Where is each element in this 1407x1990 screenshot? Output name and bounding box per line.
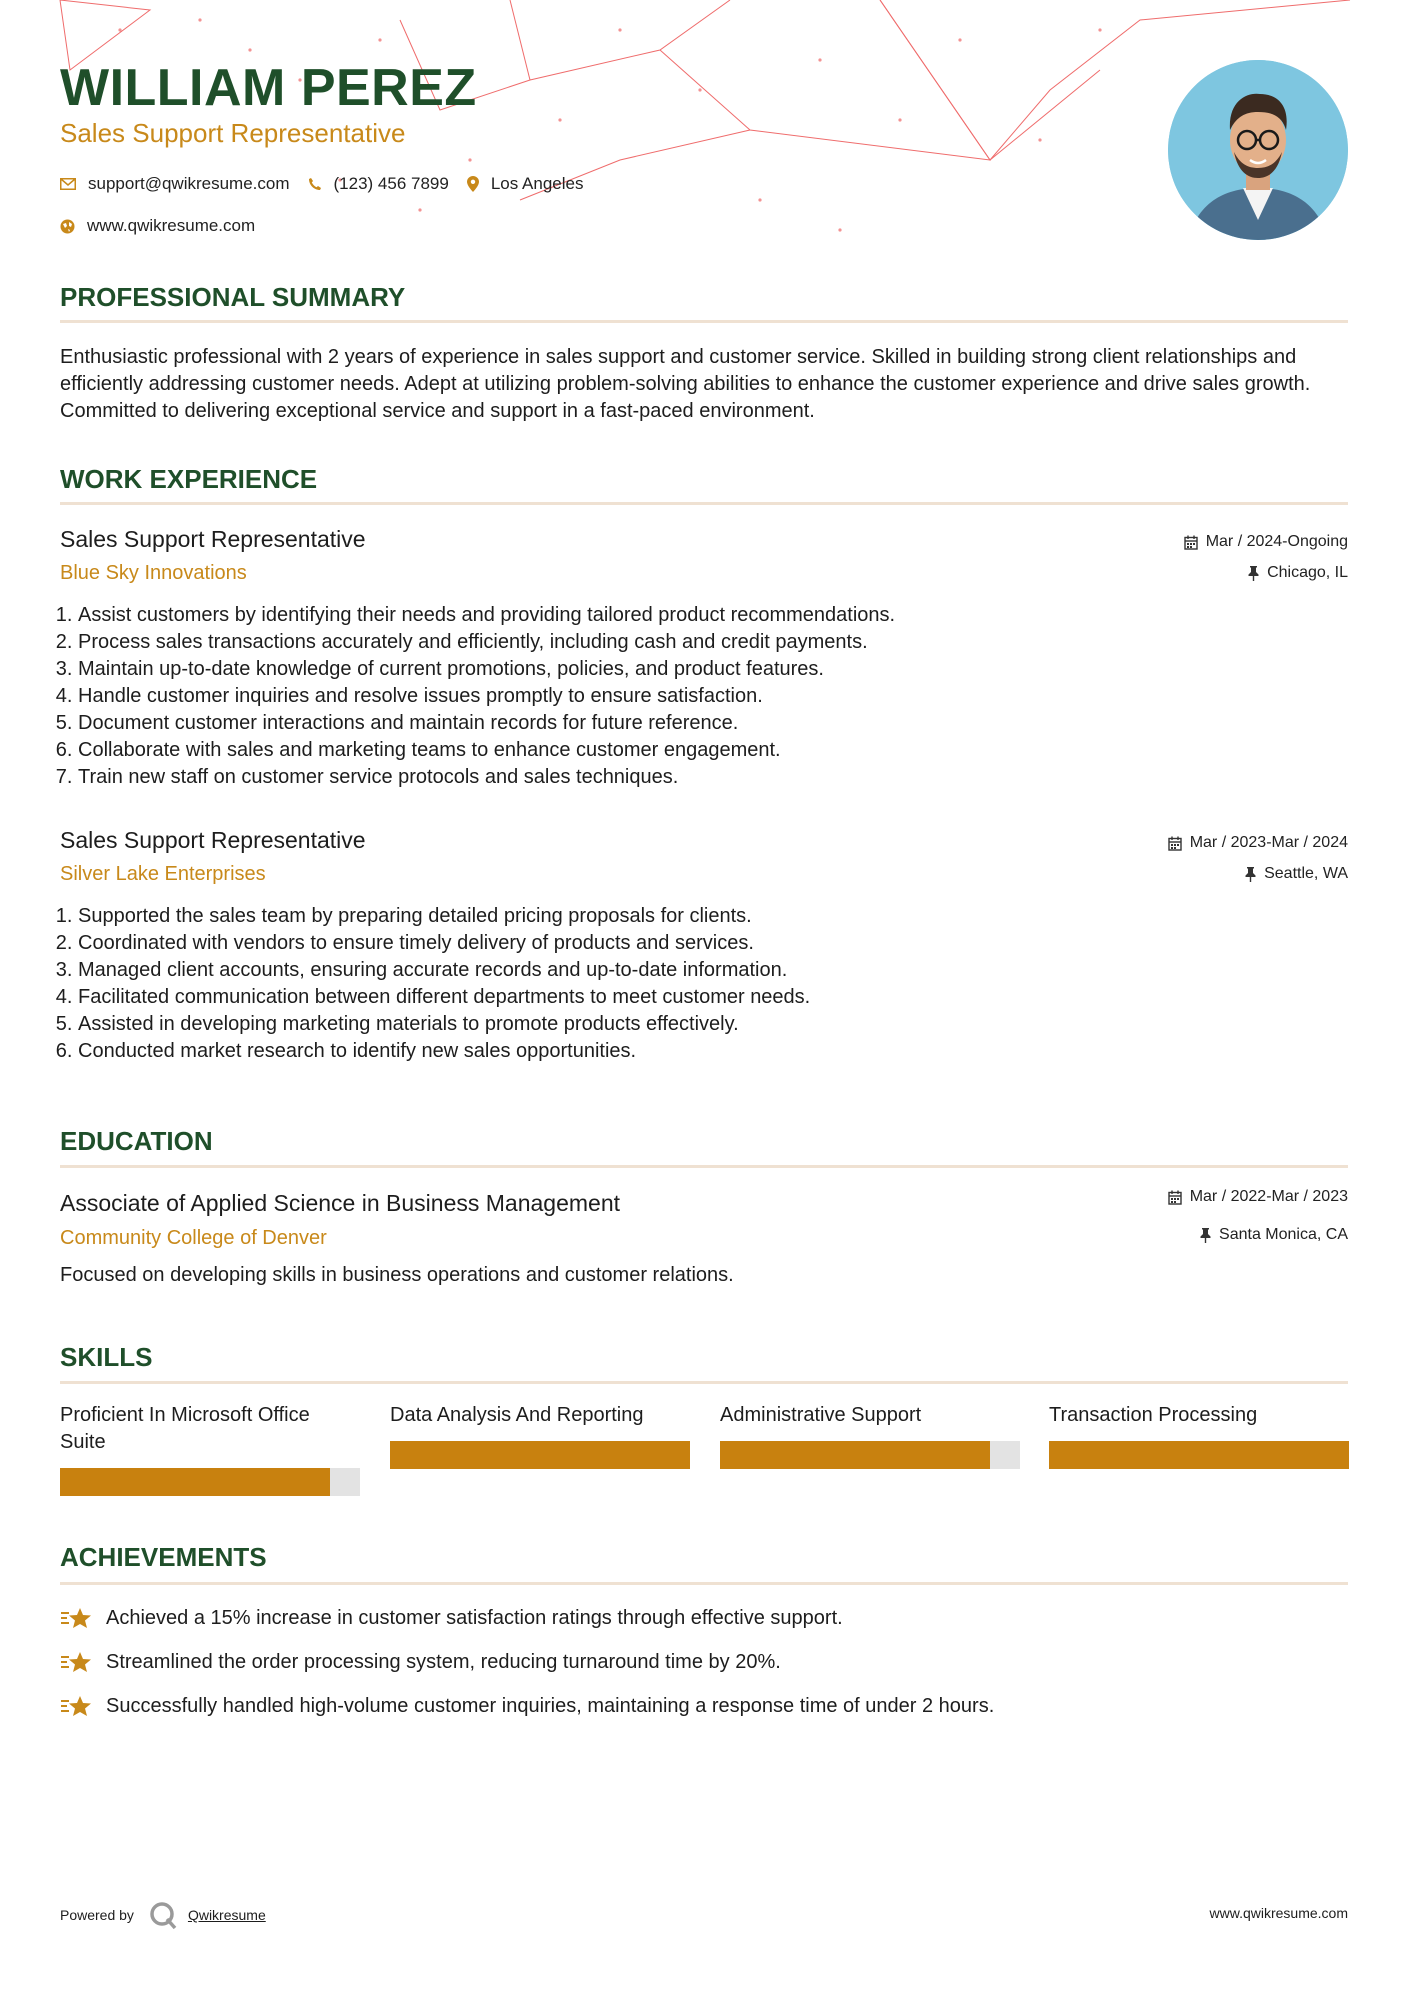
- contact-row: [60, 174, 601, 194]
- pushpin-icon: [1248, 566, 1259, 581]
- skill-bar: [1049, 1441, 1349, 1469]
- education-dates: [1168, 1188, 1348, 1206]
- profile-photo: [1168, 60, 1348, 240]
- job-title: Sales Support Representative: [60, 827, 366, 853]
- candidate-role: Sales Support Representative: [60, 118, 406, 148]
- list-item: 1. Supported the sales team by preparing detailed pricing proposals for clients.: [78, 903, 1358, 930]
- achievements-heading: ACHIEVEMENTS: [60, 1542, 267, 1572]
- skill-item: [60, 1402, 360, 1456]
- footer-website[interactable]: www.qwikresume.com: [1209, 1905, 1348, 1921]
- list-item: 6. Conducted market research to identify new sales opportunities.: [78, 1038, 1358, 1065]
- job-title: Sales Support Representative: [60, 526, 366, 552]
- list-item: 6. Collaborate with sales and marketing teams to enhance customer engagement.: [78, 737, 1358, 764]
- contact-website[interactable]: [60, 216, 255, 236]
- summary-text: Enthusiastic professional with 2 years of experience in sales support and customer service. Skilled in building strong client relationships and efficiently addressing customer needs. Adept at utilizing problem-solving abilities to enhance the customer experience and drive sales growth. Committed to delivering exceptional service and support in a fast-paced environment.: [60, 346, 1311, 422]
- qwikresume-logo-icon: [148, 1900, 178, 1930]
- job-dates: [1184, 533, 1348, 551]
- job-location: [1245, 865, 1348, 883]
- achievements-divider: [60, 1582, 1348, 1585]
- skill-bar-fill: [720, 1441, 990, 1469]
- education-heading: EDUCATION: [60, 1126, 213, 1156]
- education-dates-text: Mar / 2022-Mar / 2023: [1189, 1188, 1348, 1205]
- skill-item: [720, 1402, 1020, 1429]
- list-item: 3. Maintain up-to-date knowledge of current promotions, policies, and product features.: [78, 656, 1358, 683]
- achievement-item: [60, 1650, 781, 1674]
- phone-icon: [308, 177, 322, 191]
- skill-label: Transaction Processing: [1049, 1404, 1258, 1426]
- globe-icon: [60, 219, 75, 234]
- education-location: [1200, 1226, 1348, 1244]
- school-name: Community College of Denver: [60, 1227, 327, 1249]
- skills-divider: [60, 1381, 1348, 1384]
- skill-bar: [390, 1441, 690, 1469]
- contact-phone[interactable]: [308, 174, 449, 194]
- job-location-text: Seattle, WA: [1264, 865, 1348, 882]
- envelope-icon: [60, 178, 76, 190]
- star-icon: [60, 1650, 92, 1674]
- experience-divider: [60, 502, 1348, 505]
- skill-label: Proficient In Microsoft Office Suite: [60, 1404, 310, 1453]
- job-company: Blue Sky Innovations: [60, 562, 247, 584]
- job-responsibilities: [52, 602, 1358, 791]
- calendar-icon: [1168, 1190, 1182, 1205]
- location-text: Los Angeles: [490, 174, 584, 193]
- skills-heading: SKILLS: [60, 1342, 153, 1372]
- candidate-name: WILLIAM PEREZ: [60, 59, 477, 117]
- list-item: 7. Train new staff on customer service protocols and sales techniques.: [78, 764, 1358, 791]
- achievement-text: Streamlined the order processing system, reducing turnaround time by 20%.: [106, 1650, 781, 1673]
- list-item: 4. Handle customer inquiries and resolve issues promptly to ensure satisfaction.: [78, 683, 1358, 710]
- contact-email[interactable]: [60, 174, 290, 194]
- skill-label: Data Analysis And Reporting: [390, 1404, 644, 1426]
- skill-label: Administrative Support: [720, 1404, 922, 1426]
- star-icon: [60, 1606, 92, 1630]
- list-item: 1. Assist customers by identifying their needs and providing tailored product recommendations.: [78, 602, 1358, 629]
- powered-by-label: Powered by: [60, 1907, 134, 1923]
- skill-item: [1049, 1402, 1349, 1429]
- calendar-icon: [1168, 836, 1182, 851]
- job-dates-text: Mar / 2023-Mar / 2024: [1189, 834, 1348, 851]
- qwikresume-link[interactable]: Qwikresume: [187, 1907, 266, 1923]
- job-responsibilities: [52, 903, 1358, 1065]
- job-dates: [1168, 834, 1348, 852]
- list-item: 2. Process sales transactions accurately and efficiently, including cash and credit payments.: [78, 629, 1358, 656]
- achievement-item: [60, 1606, 843, 1630]
- skill-bar-fill: [390, 1441, 690, 1469]
- job-company: Silver Lake Enterprises: [60, 863, 266, 885]
- experience-heading: WORK EXPERIENCE: [60, 464, 318, 494]
- star-icon: [60, 1694, 92, 1718]
- achievement-text: Successfully handled high-volume customer inquiries, maintaining a response time of under 2 hours.: [106, 1694, 995, 1717]
- education-location-text: Santa Monica, CA: [1219, 1226, 1348, 1243]
- email-text: support@qwikresume.com: [88, 174, 290, 193]
- job-dates-text: Mar / 2024-Ongoing: [1205, 533, 1348, 550]
- list-item: 3. Managed client accounts, ensuring accurate records and up-to-date information.: [78, 957, 1358, 984]
- list-item: 5. Assisted in developing marketing materials to promote products effectively.: [78, 1011, 1358, 1038]
- achievement-item: [60, 1694, 994, 1718]
- list-item: 4. Facilitated communication between different departments to meet customer needs.: [78, 984, 1358, 1011]
- summary-divider: [60, 320, 1348, 323]
- skill-item: [390, 1402, 690, 1429]
- skill-bar: [720, 1441, 1020, 1469]
- degree-title: Associate of Applied Science in Business Management: [60, 1190, 620, 1216]
- summary-heading: PROFESSIONAL SUMMARY: [60, 282, 406, 312]
- achievement-text: Achieved a 15% increase in customer satisfaction ratings through effective support.: [106, 1606, 843, 1629]
- skill-bar: [60, 1468, 360, 1496]
- job-location: [1248, 564, 1348, 582]
- job-location-text: Chicago, IL: [1267, 564, 1348, 581]
- pushpin-icon: [1200, 1228, 1211, 1243]
- pushpin-icon: [1245, 867, 1256, 882]
- skill-bar-fill: [1049, 1441, 1349, 1469]
- map-pin-icon: [467, 176, 479, 192]
- list-item: 5. Document customer interactions and maintain records for future reference.: [78, 710, 1358, 737]
- website-text: www.qwikresume.com: [87, 216, 256, 235]
- phone-text: (123) 456 7899: [333, 174, 449, 193]
- education-description: Focused on developing skills in business operations and customer relations.: [60, 1264, 734, 1286]
- footer-powered-by: [60, 1900, 266, 1930]
- website-row: [60, 216, 273, 236]
- calendar-icon: [1184, 535, 1198, 550]
- skill-bar-fill: [60, 1468, 330, 1496]
- contact-location: [467, 174, 584, 194]
- education-divider: [60, 1165, 1348, 1168]
- list-item: 2. Coordinated with vendors to ensure timely delivery of products and services.: [78, 930, 1358, 957]
